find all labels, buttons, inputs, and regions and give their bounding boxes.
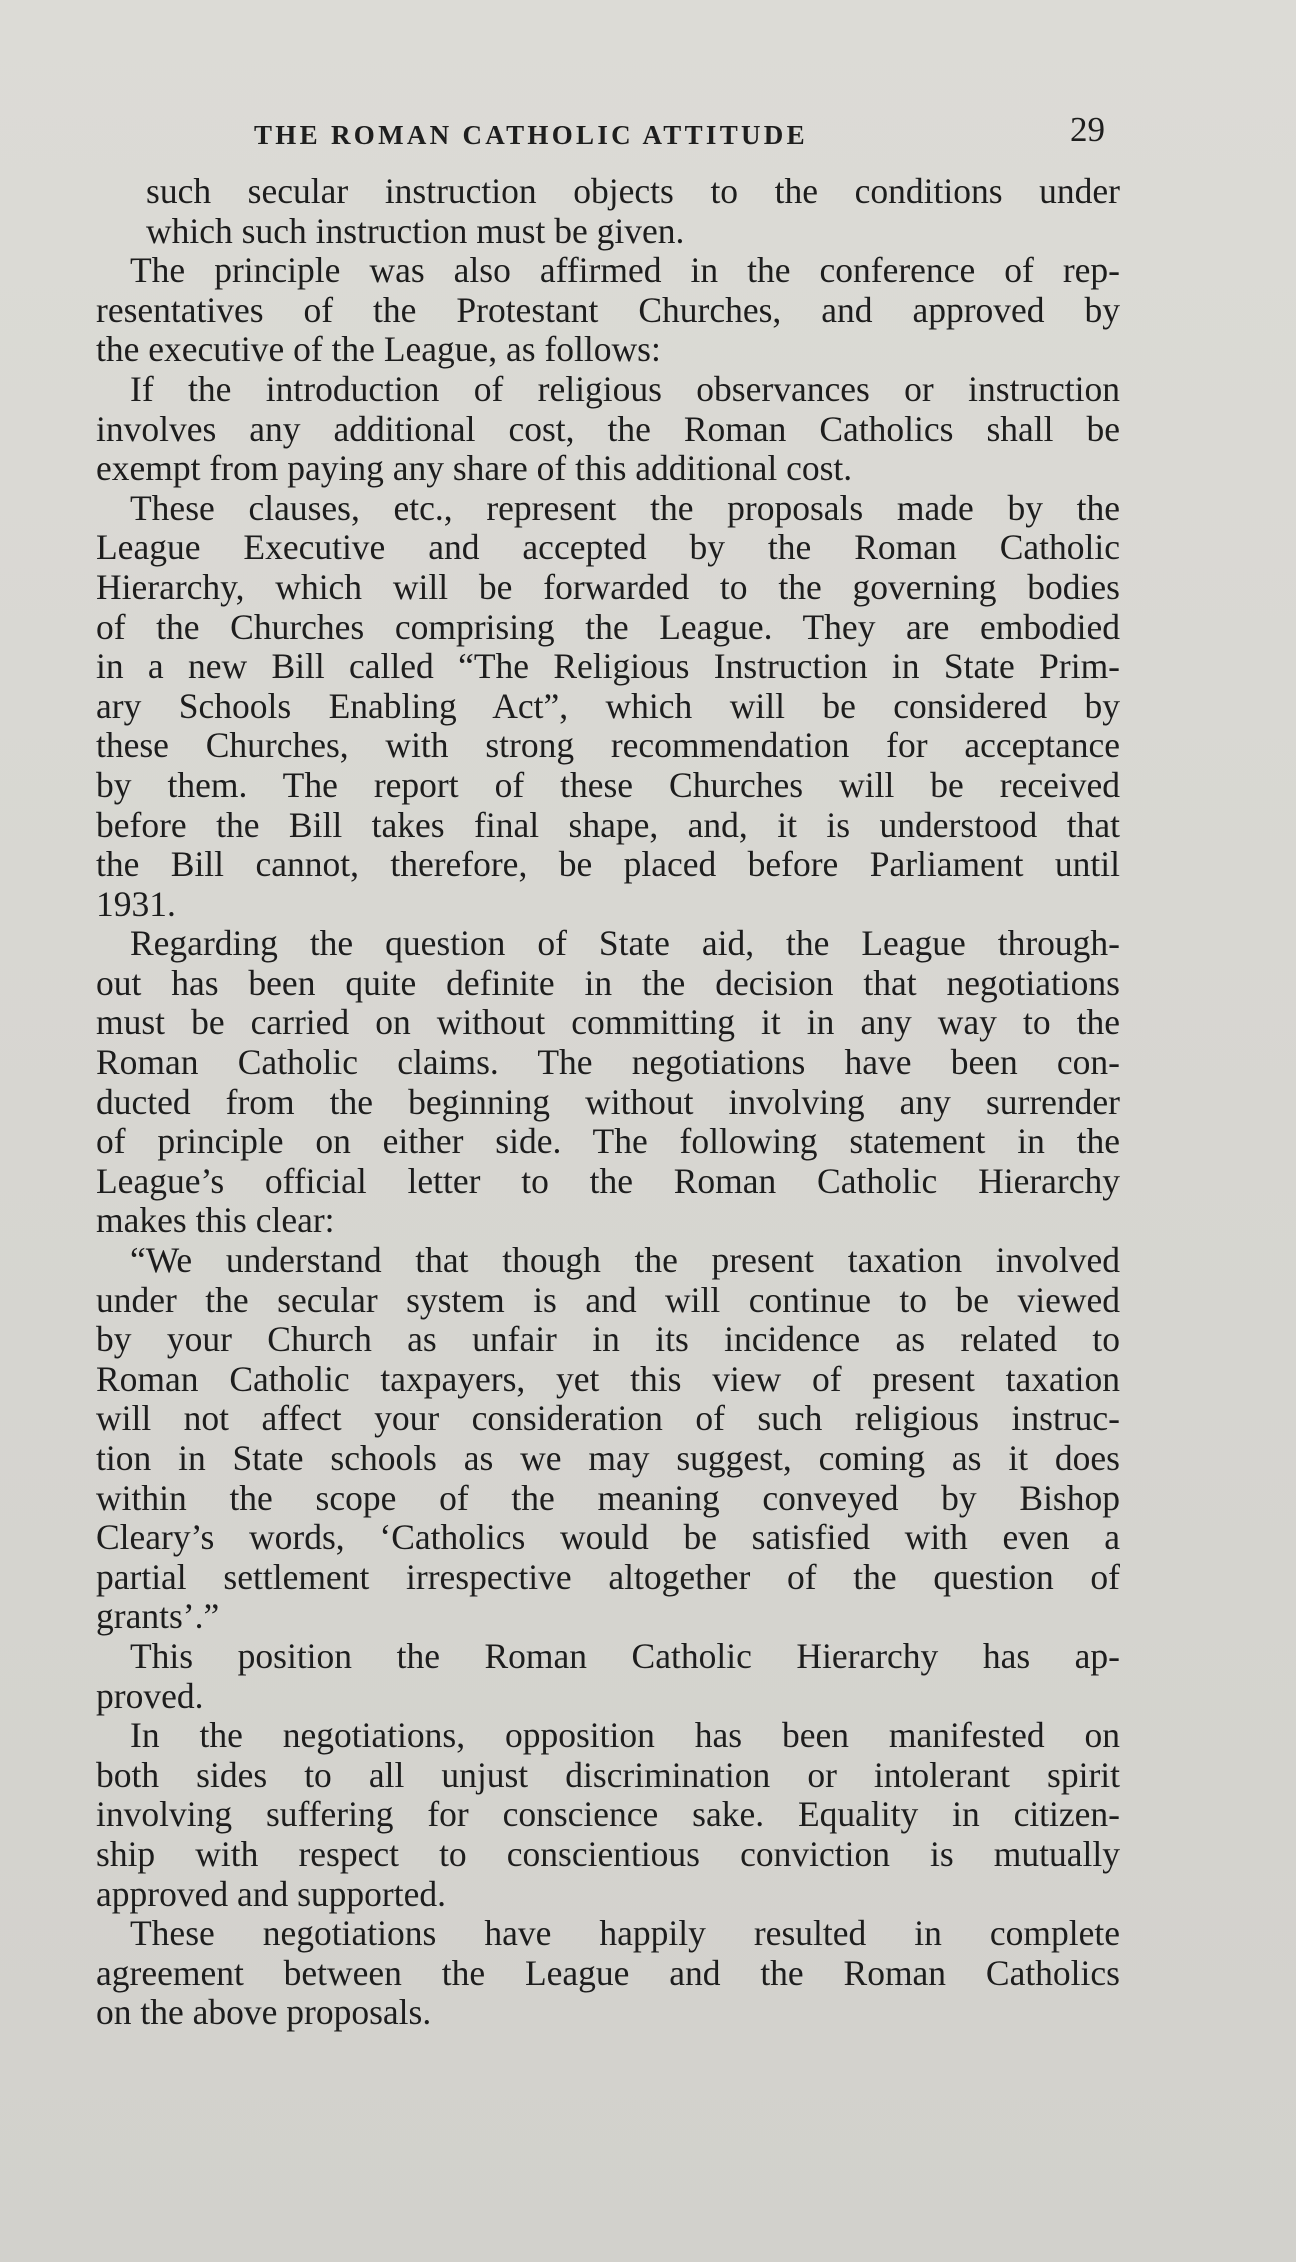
- paragraph-clauses: [96, 489, 1120, 925]
- text-line: These negotiations have happily resulted in complete: [130, 1913, 1120, 1954]
- text-line: must be carried on without committing it in any way to the: [96, 1002, 1120, 1043]
- text-line: by your Church as unfair in its incidence as related to: [96, 1319, 1120, 1360]
- text-line: tion in State schools as we may suggest, coming as it does: [96, 1438, 1120, 1478]
- text-line: makes this clear:: [96, 1200, 335, 1241]
- body-text: [96, 172, 1120, 2033]
- text-line: of the Churches comprising the League. They are embodied: [96, 606, 1120, 647]
- text-line: in a new Bill called “The Religious Instruction in State Prim-: [96, 646, 1120, 687]
- text-line: before the Bill takes final shape, and, it is understood that: [96, 804, 1120, 845]
- text-line: This position the Roman Catholic Hierarchy has ap-: [130, 1635, 1120, 1676]
- paragraph-principle: [96, 251, 1120, 370]
- text-line: these Churches, with strong recommendation for acceptance: [96, 725, 1120, 766]
- paragraph-position-approved: [96, 1637, 1120, 1716]
- paragraph-additional-cost: [96, 370, 1120, 489]
- text-line: Cleary’s words, ‘Catholics would be satisfied with even a: [96, 1517, 1120, 1558]
- page-number: 29: [1070, 110, 1105, 149]
- paragraph-agreement: [96, 1914, 1120, 2033]
- text-line: The principle was also affirmed in the conference of rep-: [130, 250, 1120, 291]
- text-line: exempt from paying any share of this additional cost.: [96, 448, 853, 489]
- text-line: under the secular system is and will continue to be viewed: [96, 1279, 1120, 1320]
- text-line: agreement between the League and the Roman Catholics: [96, 1952, 1120, 1993]
- text-line: partial settlement irrespective altogether of the question of: [96, 1556, 1120, 1597]
- text-line: such secular instruction objects to the conditions under: [146, 171, 1120, 211]
- text-line: League’s official letter to the Roman Catholic Hierarchy: [96, 1160, 1120, 1201]
- text-line: 1931.: [96, 883, 176, 924]
- paragraph-quote-continuation: [96, 172, 1120, 251]
- text-line: the executive of the League, as follows:: [96, 329, 661, 370]
- text-line: In the negotiations, opposition has been manifested on: [130, 1715, 1120, 1756]
- text-line: League Executive and accepted by the Roman Catholic: [96, 527, 1120, 568]
- text-line: will not affect your consideration of such religious instruc-: [96, 1398, 1120, 1439]
- text-line: “We understand that though the present taxation involved: [130, 1240, 1120, 1281]
- text-line: grants’.”: [96, 1596, 220, 1637]
- text-line: within the scope of the meaning conveyed by Bishop: [96, 1477, 1120, 1518]
- text-line: the Bill cannot, therefore, be placed before Parliament until: [96, 844, 1120, 885]
- text-line: which such instruction must be given.: [146, 210, 685, 251]
- text-line: Hierarchy, which will be forwarded to the governing bodies: [96, 566, 1120, 607]
- text-line: involves any additional cost, the Roman Catholics shall be: [96, 408, 1120, 449]
- text-line: ship with respect to conscientious conviction is mutually: [96, 1833, 1120, 1874]
- text-line: involving suffering for conscience sake. Equality in citizen-: [96, 1794, 1120, 1835]
- paragraph-state-aid: [96, 924, 1120, 1241]
- text-line: ary Schools Enabling Act”, which will be considered by: [96, 685, 1120, 726]
- text-line: on the above proposals.: [96, 1992, 432, 2033]
- text-line: Regarding the question of State aid, the League through-: [130, 923, 1120, 964]
- text-line: These clauses, etc., represent the proposals made by the: [130, 487, 1120, 528]
- text-line: of principle on either side. The following statement in the: [96, 1121, 1120, 1162]
- text-line: Roman Catholic taxpayers, yet this view of present taxation: [96, 1358, 1120, 1399]
- text-line: If the introduction of religious observances or instruction: [130, 368, 1120, 409]
- paragraph-quoted-letter: [96, 1241, 1120, 1637]
- text-line: resentatives of the Protestant Churches, and approved by: [96, 289, 1120, 330]
- text-line: by them. The report of these Churches will be received: [96, 764, 1120, 805]
- text-line: both sides to all unjust discrimination or intolerant spirit: [96, 1754, 1120, 1795]
- text-line: proved.: [96, 1675, 204, 1716]
- text-line: Roman Catholic claims. The negotiations have been con-: [96, 1042, 1120, 1083]
- text-line: out has been quite definite in the decision that negotiations: [96, 962, 1120, 1003]
- paragraph-negotiations-opposition: [96, 1716, 1120, 1914]
- text-line: approved and supported.: [96, 1873, 446, 1914]
- text-line: ducted from the beginning without involving any surrender: [96, 1081, 1120, 1122]
- running-title: THE ROMAN CATHOLIC ATTITUDE: [254, 120, 808, 150]
